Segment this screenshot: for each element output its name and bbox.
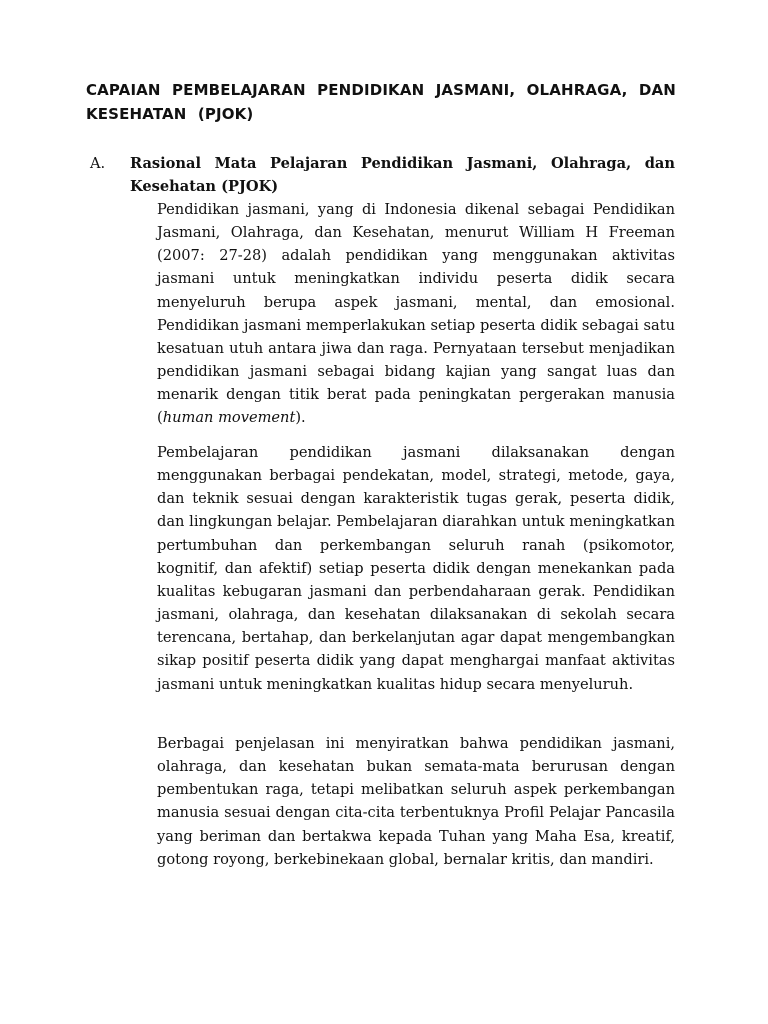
human-movement-emphasis: human movement — [162, 409, 296, 427]
document-title: CAPAIAN PEMBELAJARAN PENDIDIKAN JASMANI, OLAHRAGA, DAN KESEHATAN (PJOK) — [86, 81, 676, 123]
section-label: A. — [90, 155, 106, 172]
section-heading: Rasional Mata Pelajaran Pendidikan Jasmani, Olahraga, dan Kesehatan (PJOK) — [130, 155, 675, 196]
paragraph-1-main-text: Pendidikan jasmani, yang di Indonesia dikenal sebagai Pendidikan Jasmani, Olahraga, dan Kesehatan, menurut William H Freeman (2007: 27-28) adalah pendidikan yang menggunakan aktivitas jasmani untuk meningkatkan individu peserta didik secara menyeluruh berupa aspek jasmani, mental, dan emosional. Pendidikan jasmani memperlakukan setiap peserta didik sebagai satu kesatuan utuh antara jiwa dan raga. Pernyataan tersebut menjadikan pendidikan jasmani sebagai bidang kajian yang sangat luas dan menarik dengan titik berat pada peningkatan pergerakan manusia ( — [157, 201, 675, 427]
paragraph-1 — [157, 198, 675, 430]
paragraph-2: Pembelajaran pendidikan jasmani dilaksanakan dengan menggunakan berbagai pendekatan, model, strategi, metode, gaya, dan teknik sesuai dengan karakteristik tugas gerak, peserta didik, dan lingkungan belajar. Pembelajaran diarahkan untuk meningkatkan pertumbuhan dan perkembangan seluruh ranah (psikomotor, kognitif, dan afektif) setiap peserta didik dengan menekankan pada kualitas kebugaran jasmani dan perbendaharaan gerak. Pendidikan jasmani, olahraga, dan kesehatan dilaksanakan di sekolah secara terencana, bertahap, dan berkelanjutan agar dapat mengembangkan sikap positif peserta didik yang dapat menghargai manfaat aktivitas jasmani untuk meningkatkan kualitas hidup secara menyeluruh. — [157, 444, 675, 693]
paragraph-3: Berbagai penjelasan ini menyiratkan bahwa pendidikan jasmani, olahraga, dan kesehatan bukan semata-mata berurusan dengan pembentukan raga, tetapi melibatkan seluruh aspek perkembangan manusia sesuai dengan cita-cita terbentuknya Profil Pelajar Pancasila yang beriman dan bertakwa kepada Tuhan yang Maha Esa, kreatif, gotong royong, berkebinekaan global, bernalar kritis, dan mandiri. — [157, 735, 675, 868]
paragraph-1-closing-text: ). — [295, 409, 306, 427]
